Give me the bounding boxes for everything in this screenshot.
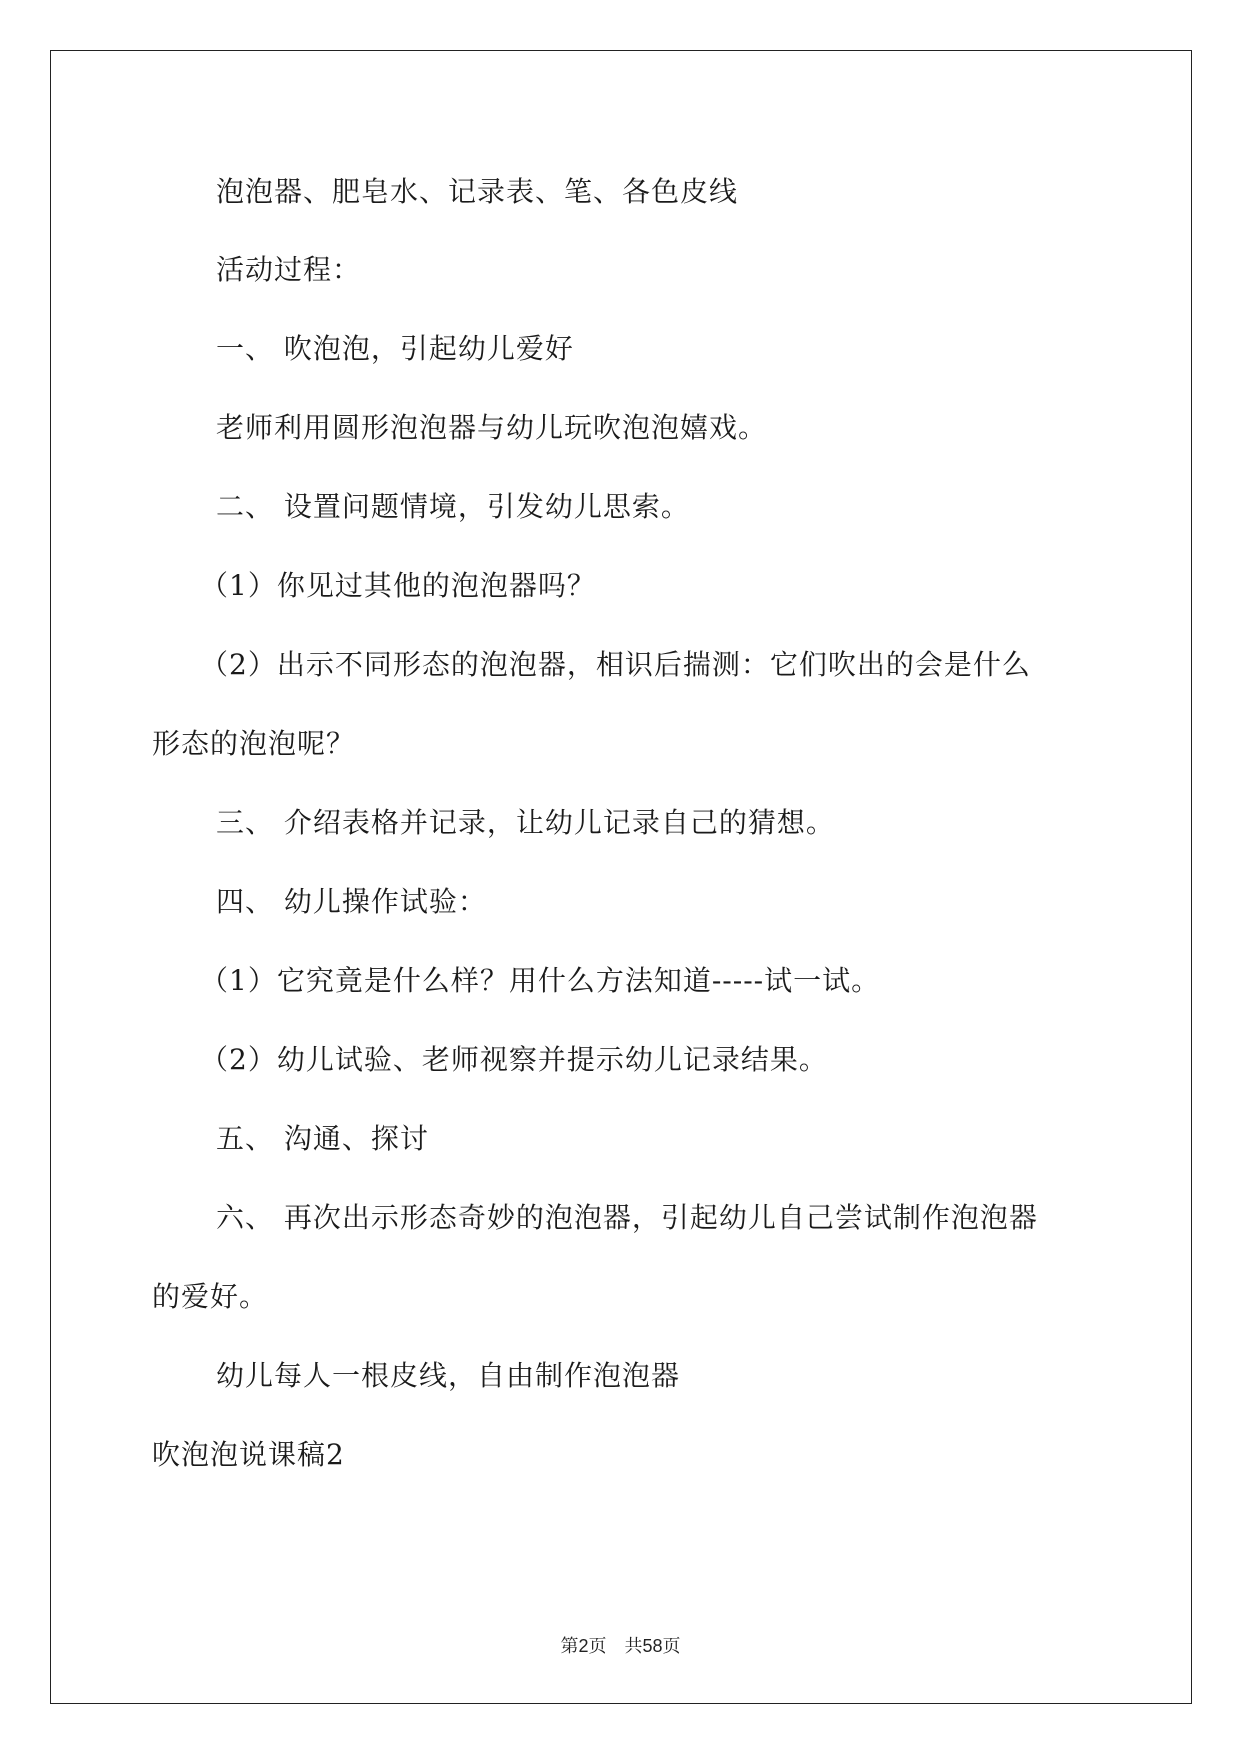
heading-step-one: 一、 吹泡泡，引起幼儿爱好 bbox=[216, 332, 574, 365]
paragraph-question-1: （1）你见过其他的泡泡器吗？ bbox=[200, 569, 596, 602]
paragraph-question-2: （2）出示不同形态的泡泡器，相识后揣测：它们吹出的会是什么 bbox=[200, 648, 1031, 681]
heading-step-six: 六、 再次出示形态奇妙的泡泡器，引起幼儿自己尝试制作泡泡器 bbox=[216, 1201, 1038, 1234]
heading-step-five: 五、 沟通、探讨 bbox=[216, 1122, 429, 1155]
paragraph-step-four-2: （2）幼儿试验、老师视察并提示幼儿记录结果。 bbox=[200, 1043, 828, 1076]
heading-step-three: 三、 介绍表格并记录，让幼儿记录自己的猜想。 bbox=[216, 806, 835, 839]
paragraph-free-making: 幼儿每人一根皮线，自由制作泡泡器 bbox=[216, 1359, 681, 1392]
heading-step-four: 四、 幼儿操作试验： bbox=[216, 885, 487, 918]
paragraph-materials: 泡泡器、肥皂水、记录表、笔、各色皮线 bbox=[216, 175, 739, 208]
paragraph-activity-process: 活动过程： bbox=[216, 253, 362, 286]
heading-step-two: 二、 设置问题情境，引发幼儿思索。 bbox=[216, 490, 690, 523]
paragraph-step-one-body: 老师利用圆形泡泡器与幼儿玩吹泡泡嬉戏。 bbox=[216, 411, 768, 444]
paragraph-step-four-1: （1）它究竟是什么样？用什么方法知道-----试一试。 bbox=[200, 964, 881, 997]
section-title-lecture-2: 吹泡泡说课稿2 bbox=[152, 1438, 345, 1471]
paragraph-question-2-cont: 形态的泡泡呢？ bbox=[152, 727, 356, 760]
paragraph-step-six-cont: 的爱好。 bbox=[152, 1280, 269, 1313]
page-footer: 第2页 共58页 bbox=[560, 1636, 681, 1656]
